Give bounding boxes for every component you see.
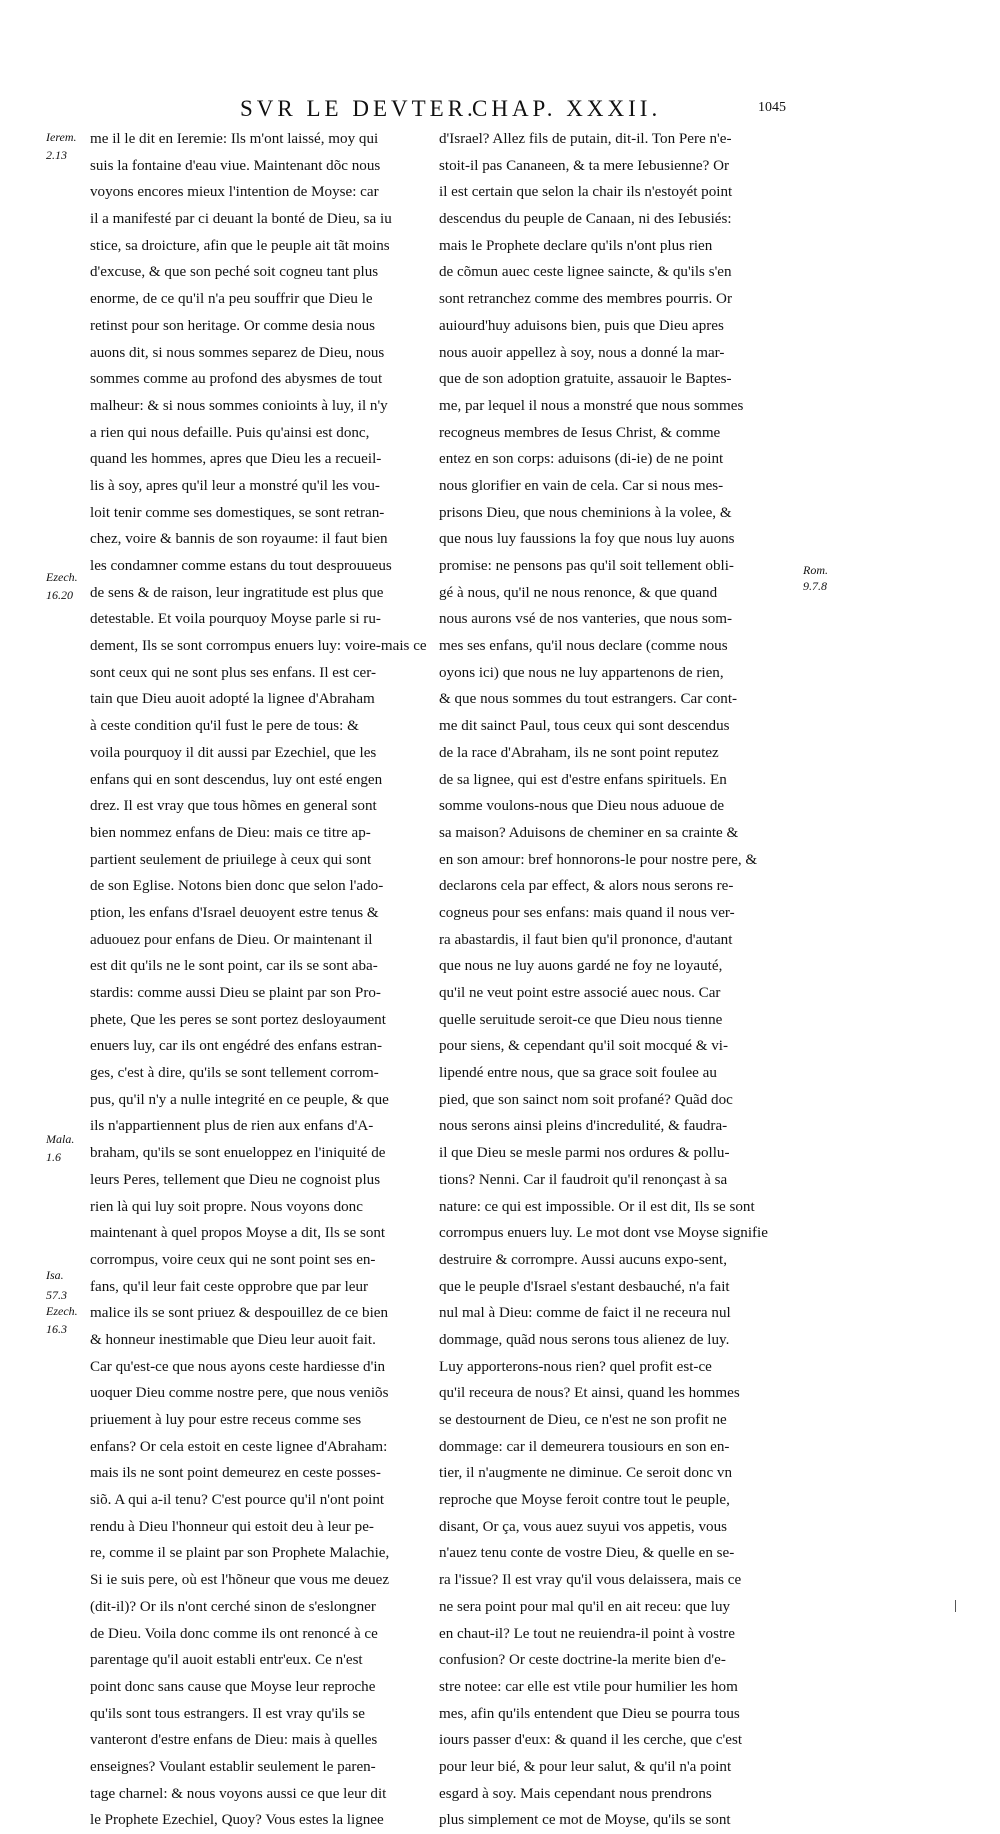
left-text-column bbox=[90, 126, 428, 1834]
margin-note: Isa. bbox=[46, 1268, 64, 1282]
text-line: enorme, de ce qu'il n'a peu souffrir que Dieu le bbox=[90, 291, 373, 308]
text-line: nous auoir appellez à soy, nous a donné la mar- bbox=[439, 344, 725, 361]
text-line: uoquer Dieu comme nostre pere, que nous veniõs bbox=[90, 1385, 389, 1402]
margin-note: 9.7.8 bbox=[803, 579, 827, 593]
text-line: tain que Dieu auoit adopté la lignee d'Abraham bbox=[90, 691, 375, 708]
text-line: que de son adoption gratuite, assauoir le Baptes- bbox=[439, 371, 732, 388]
text-line: ils n'appartiennent plus de rien aux enfans d'A- bbox=[90, 1118, 374, 1135]
text-line: mais le Prophete declare qu'ils n'ont plus rien bbox=[439, 237, 713, 254]
text-line: lis à soy, apres qu'il leur a monstré qu'il les vou- bbox=[90, 477, 380, 494]
corner-mark bbox=[955, 1600, 956, 1612]
text-line: esgard à soy. Mais cependant nous prendrons bbox=[439, 1785, 712, 1802]
margin-note: 2.13 bbox=[46, 148, 67, 162]
text-line: prisons Dieu, que nous cheminions à la volee, & bbox=[439, 504, 732, 521]
text-line: leurs Peres, tellement que Dieu ne cognoist plus bbox=[90, 1171, 381, 1188]
text-line: point donc sans cause que Moyse leur reproche bbox=[90, 1678, 376, 1695]
text-line: me, par lequel il nous a monstré que nous sommes bbox=[439, 397, 744, 414]
text-line: recogneus membres de Iesus Christ, & comme bbox=[439, 424, 721, 441]
text-line: loit tenir comme ses domestiques, se sont retran- bbox=[90, 504, 385, 521]
text-line: de la race d'Abraham, ils ne sont point reputez bbox=[439, 744, 719, 761]
text-line: stice, sa droicture, afin que le peuple ait tãt moins bbox=[90, 237, 390, 254]
text-line: sont retranchez comme des membres pourris. Or bbox=[439, 291, 732, 308]
text-line: ption, les enfans d'Israel deuoyent estre tenus & bbox=[90, 904, 379, 921]
text-line: maintenant à quel propos Moyse a dit, Ils se sont bbox=[90, 1225, 386, 1242]
text-line: pour leur bié, & pour leur salut, & qu'il n'a point bbox=[439, 1758, 732, 1775]
text-line: me dit sainct Paul, tous ceux qui sont descendus bbox=[439, 718, 730, 735]
running-head bbox=[240, 96, 800, 126]
right-text-column bbox=[439, 126, 785, 1834]
text-line: mes, afin qu'ils entendent que Dieu se pourra tous bbox=[439, 1705, 740, 1722]
text-line: plus simplement ce mot de Moyse, qu'ils se sont bbox=[439, 1812, 731, 1829]
text-line: oyons ici) que nous ne luy appartenons de rien, bbox=[439, 664, 724, 681]
text-line: disant, Or ça, vous auez suyui vos appetis, vous bbox=[439, 1518, 727, 1535]
text-line: me il le dit en Ieremie: Ils m'ont laissé, moy qui bbox=[90, 131, 379, 147]
margin-note: Ezech. bbox=[46, 1304, 78, 1318]
text-line: dommage: car il demeurera tousiours en son en- bbox=[439, 1438, 730, 1455]
text-line: est dit qu'ils ne le sont point, car ils se sont aba- bbox=[90, 958, 378, 975]
text-line: en son amour: bref honnorons-le pour nostre pere, & bbox=[439, 851, 758, 868]
text-line: (dit-il)? Or ils n'ont cerché sinon de s'eslongner bbox=[90, 1598, 376, 1615]
text-line: nous glorifier en vain de cela. Car si nous mes- bbox=[439, 477, 724, 494]
margin-note: Mala. bbox=[46, 1132, 75, 1146]
text-line: fans, qu'il leur fait ceste opprobre que par leur bbox=[90, 1278, 369, 1295]
text-line: destruire & corrompre. Aussi aucuns expo-sent, bbox=[439, 1251, 727, 1268]
text-line: se destournent de Dieu, ce n'est ne son profit ne bbox=[439, 1412, 727, 1428]
text-line: stardis: comme aussi Dieu se plaint par son Pro- bbox=[90, 985, 381, 1001]
text-line: pour siens, & cependant qu'il soit mocqué & vi- bbox=[439, 1038, 729, 1055]
text-line: pus, qu'il n'y a nulle integrité en ce peuple, & que bbox=[90, 1091, 389, 1108]
text-line: sa maison? Aduisons de cheminer en sa crainte & bbox=[439, 824, 739, 841]
margin-note: 57.3 bbox=[46, 1288, 67, 1302]
text-line: lipendé entre nous, que sa grace soit foulee au bbox=[439, 1065, 717, 1082]
running-head-title: SVR LE DEVTER. bbox=[240, 96, 477, 121]
text-line: ges, c'est à dire, qu'ils se sont tellement corrom- bbox=[90, 1065, 379, 1082]
text-line: braham, qu'ils se sont enueloppez en l'iniquité de bbox=[90, 1145, 386, 1162]
text-line: confusion? Or ceste doctrine-la merite bien d'e- bbox=[439, 1652, 726, 1669]
text-line: d'excuse, & que son peché soit cogneu tant plus bbox=[90, 264, 379, 281]
margin-note: 1.6 bbox=[46, 1150, 61, 1164]
text-line: il est certain que selon la chair ils n'estoyét point bbox=[439, 184, 733, 201]
text-line: iours passer d'eux: & quand il les cerche, que c'est bbox=[439, 1732, 743, 1749]
text-line: corrompus enuers luy. Le mot dont vse Moyse signifie bbox=[439, 1225, 768, 1242]
margin-note: Ezech. bbox=[46, 570, 78, 584]
text-line: de sa lignee, qui est d'estre enfans spirituels. En bbox=[439, 771, 727, 788]
text-line: d'Israel? Allez fils de putain, dit-il. Ton Pere n'e- bbox=[439, 131, 732, 147]
text-line: le Prophete Ezechiel, Quoy? Vous estes la lignee bbox=[90, 1812, 384, 1829]
page-number: 1045 bbox=[758, 100, 786, 115]
text-line: ra abastardis, il faut bien qu'il prononce, d'autant bbox=[439, 931, 733, 948]
text-line: de Dieu. Voila donc comme ils ont renoncé à ce bbox=[90, 1625, 378, 1642]
text-line: re, comme il se plaint par son Prophete Malachie, bbox=[90, 1545, 390, 1562]
margin-note: 16.3 bbox=[46, 1322, 67, 1336]
margin-note: Rom. bbox=[803, 563, 828, 577]
text-line: de son Eglise. Notons bien donc que selon l'ado- bbox=[90, 878, 384, 895]
text-line: malice ils se sont priuez & despouillez de ce bien bbox=[90, 1305, 389, 1322]
text-line: ra l'issue? Il est vray qu'il vous delaissera, mais ce bbox=[439, 1572, 742, 1589]
text-line: dement, Ils se sont corrompus enuers luy: voire-mais ce bbox=[90, 638, 427, 655]
text-line: gé à nous, qu'il ne nous renonce, & que quand bbox=[439, 584, 718, 601]
text-line: auiourd'huy aduisons bien, puis que Dieu apres bbox=[439, 317, 724, 334]
text-line: cogneus pour ses enfans: mais quand il nous ver- bbox=[439, 904, 735, 921]
text-line: bien nommez enfans de Dieu: mais ce titre ap- bbox=[90, 824, 371, 841]
text-line: stoit-il pas Cananeen, & ta mere Iebusienne? Or bbox=[439, 157, 730, 174]
text-line: drez. Il est vray que tous hõmes en general sont bbox=[90, 798, 377, 815]
text-line: Luy apporterons-nous rien? quel profit est-ce bbox=[439, 1358, 712, 1375]
text-line: qu'il ne veut point estre associé auec nous. Car bbox=[439, 985, 721, 1001]
text-line: il que Dieu se mesle parmi nos ordures & pollu- bbox=[439, 1145, 730, 1162]
text-line: pied, que son sainct nom soit profané? Quãd doc bbox=[439, 1091, 733, 1108]
text-line: & honneur inestimable que Dieu leur auoit fait. bbox=[90, 1331, 376, 1348]
text-line: enuers luy, car ils ont engédré des enfans estran- bbox=[90, 1038, 382, 1055]
text-line: nous serons ainsi pleins d'incredulité, & faudra- bbox=[439, 1118, 728, 1135]
text-line: corrompus, voire ceux qui ne sont point ses en- bbox=[90, 1251, 376, 1268]
text-line: sont ceux qui ne sont plus ses enfans. Il est cer- bbox=[90, 664, 376, 681]
text-line: tions? Nenni. Car il faudroit qu'il renonçast à sa bbox=[439, 1171, 728, 1188]
text-line: n'auez tenu conte de vostre Dieu, & quelle en se- bbox=[439, 1545, 735, 1562]
text-line: enfans? Or cela estoit en ceste lignee d'Abraham: bbox=[90, 1438, 388, 1455]
text-line: enfans qui en sont descendus, luy ont esté engen bbox=[90, 771, 383, 788]
text-line: sommes comme au profond des abysmes de tout bbox=[90, 371, 383, 388]
running-head-chapter: CHAP. XXXII. bbox=[472, 96, 662, 121]
text-line: que nous luy faussions la foy que nous luy auons bbox=[439, 531, 735, 548]
text-line: aduouez pour enfans de Dieu. Or maintenant il bbox=[90, 931, 373, 948]
margin-note: 16.20 bbox=[46, 588, 73, 602]
text-line: quelle seruitude seroit-ce que Dieu nous tienne bbox=[439, 1011, 723, 1028]
text-line: vanteront d'estre enfans de Dieu: mais à quelles bbox=[90, 1732, 378, 1749]
text-line: & que nous sommes du tout estrangers. Car cont- bbox=[439, 691, 738, 708]
text-line: en chaut-il? Le tout ne reuiendra-il point à vostre bbox=[439, 1625, 735, 1642]
text-line: stre notee: car elle est vtile pour humilier les hom bbox=[439, 1678, 738, 1695]
text-line: suis la fontaine d'eau viue. Maintenant dõc nous bbox=[90, 157, 381, 174]
text-line: nous aurons vsé de nos vanteries, que nous som- bbox=[439, 611, 733, 628]
text-line: que le peuple d'Israel s'estant desbauché, n'a fait bbox=[439, 1278, 730, 1295]
text-line: Si ie suis pere, où est l'hõneur que vous me deuez bbox=[90, 1572, 390, 1589]
margin-note: Ierem. bbox=[46, 130, 77, 144]
text-line: de cõmun auec ceste lignee saincte, & qu'ils s'en bbox=[439, 264, 732, 281]
text-line: malheur: & si nous sommes conioints à luy, il n'y bbox=[90, 397, 388, 414]
text-line: declarons cela par effect, & alors nous serons re- bbox=[439, 878, 734, 895]
text-line: detestable. Et voila pourquoy Moyse parle si ru- bbox=[90, 611, 381, 628]
text-line: phete, Que les peres se sont portez desloyaument bbox=[90, 1011, 386, 1028]
text-line: chez, voire & bannis de son royaume: il faut bien bbox=[90, 531, 388, 548]
text-line: quand les hommes, apres que Dieu les a recueil- bbox=[90, 451, 382, 468]
text-line: Car qu'est-ce que nous ayons ceste hardiesse d'in bbox=[90, 1358, 386, 1375]
text-line: dommage, quãd nous serons tous alienez de luy. bbox=[439, 1331, 730, 1348]
text-line: nature: ce qui est impossible. Or il est dit, Ils se sont bbox=[439, 1198, 755, 1215]
text-line: a rien qui nous defaille. Puis qu'ainsi est donc, bbox=[90, 424, 370, 441]
text-line: de sens & de raison, leur ingratitude est plus que bbox=[90, 584, 384, 601]
text-line: qu'il receura de nous? Et ainsi, quand les hommes bbox=[439, 1385, 740, 1402]
text-line: entez en son corps: aduisons (di-ie) de ne point bbox=[439, 451, 724, 468]
text-line: les condamner comme estans du tout desprouueus bbox=[90, 558, 392, 574]
text-line: promise: ne pensons pas qu'il soit tellement obli- bbox=[439, 558, 734, 574]
text-line: retinst pour son heritage. Or comme desia nous bbox=[90, 317, 376, 334]
text-line: reproche que Moyse feroit contre tout le peuple, bbox=[439, 1492, 730, 1509]
text-line: qu'ils sont tous estrangers. Il est vray qu'ils se bbox=[90, 1705, 365, 1722]
text-line: enseignes? Voulant establir seulement le paren- bbox=[90, 1758, 376, 1775]
text-line: partient seulement de priuilege à ceux qui sont bbox=[90, 851, 372, 868]
text-line: rendu à Dieu l'honneur qui estoit deu à leur pe- bbox=[90, 1518, 374, 1535]
text-line: voyons encores mieux l'intention de Moyse: car bbox=[90, 184, 379, 201]
text-line: mais ils ne sont point demeurez en ceste posses- bbox=[90, 1465, 381, 1482]
text-line: rien là qui luy soit propre. Nous voyons donc bbox=[90, 1198, 363, 1215]
text-line: somme voulons-nous que Dieu nous aduoue de bbox=[439, 798, 725, 815]
text-line: auons dit, si nous sommes separez de Dieu, nous bbox=[90, 344, 385, 361]
text-line: que nous ne luy auons gardé ne foy ne loyauté, bbox=[439, 958, 723, 975]
text-line: voila pourquoy il dit aussi par Ezechiel, que les bbox=[90, 744, 377, 761]
text-line: siõ. A qui a-il tenu? C'est pource qu'il n'ont point bbox=[90, 1492, 385, 1509]
text-line: priuement à luy pour estre receus comme ses bbox=[90, 1412, 362, 1428]
text-line: tage charnel: & nous voyons aussi ce que leur dit bbox=[90, 1785, 387, 1802]
text-line: mes ses enfans, qu'il nous declare (comme nous bbox=[439, 638, 728, 655]
text-line: nul mal à Dieu: comme de faict il ne receura nul bbox=[439, 1305, 731, 1322]
text-line: tier, il n'augmente ne diminue. Ce seroit donc vn bbox=[439, 1465, 733, 1482]
text-line: il a manifesté par ci deuant la bonté de Dieu, sa iu bbox=[90, 211, 392, 228]
text-line: parentage qu'il auoit establi entr'eux. Ce n'est bbox=[90, 1652, 363, 1669]
text-line: à ceste condition qu'il fust le pere de tous: & bbox=[90, 718, 359, 735]
text-line: descendus du peuple de Canaan, ni des Iebusiés: bbox=[439, 211, 732, 228]
text-line: ne sera point pour mal qu'il en ait receu: que luy bbox=[439, 1598, 731, 1615]
